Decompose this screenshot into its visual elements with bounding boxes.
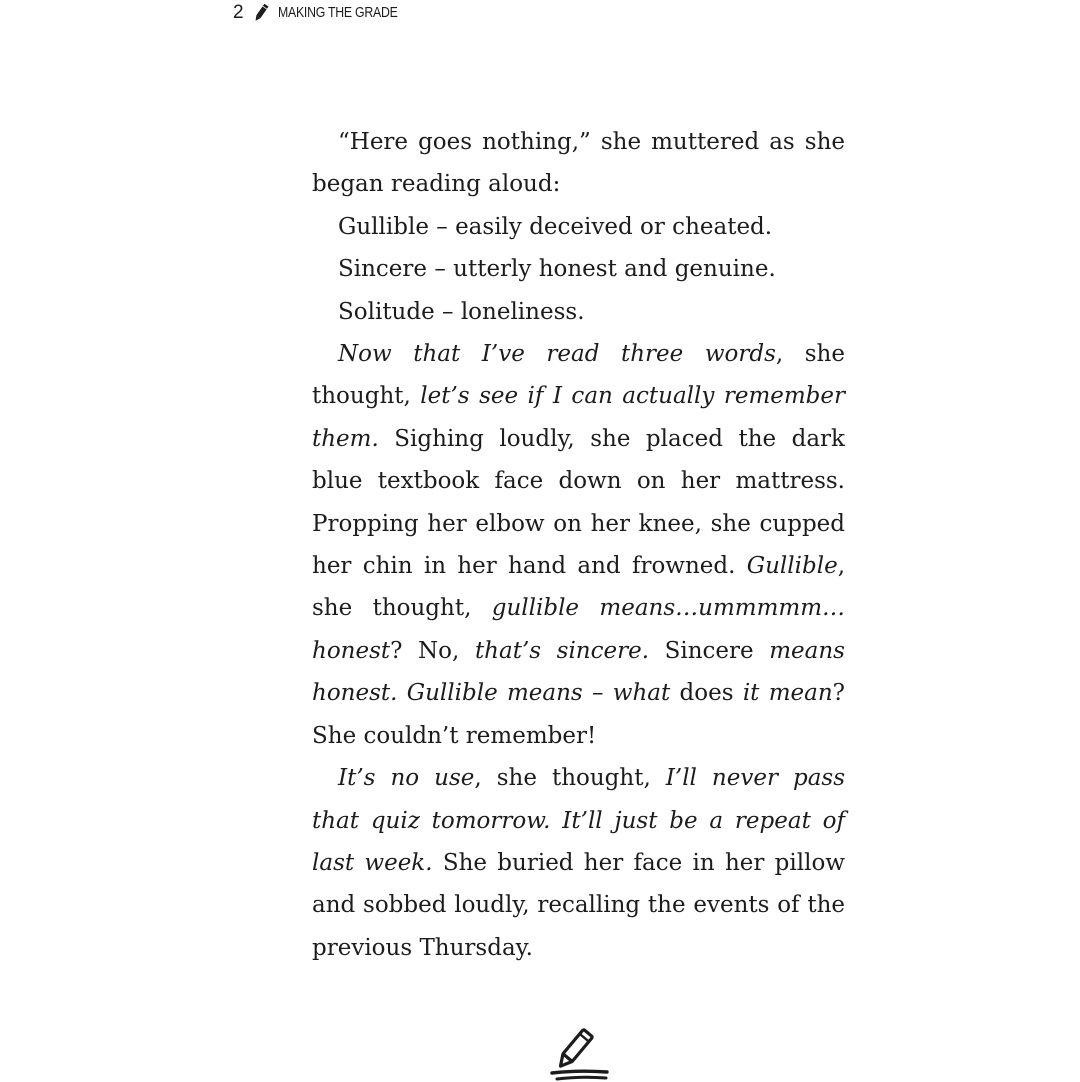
chapter-text — [312, 121, 845, 969]
paragraph-1: “Here goes nothing,” she muttered as she began reading aloud: — [312, 129, 845, 198]
paragraph-3: It’s no use, she thought, I’ll never pass that quiz tomorrow. It’ll just be a repeat of last week. She buried her face in her pillow and sobbed loudly, recalling the events of the previous Thursday. — [312, 765, 846, 961]
definition-gullible: Gullible – easily deceived or cheated. — [338, 213, 773, 240]
pencil-icon — [252, 3, 270, 23]
definition-sincere: Sincere – utterly honest and genuine. — [338, 256, 776, 283]
running-head — [233, 0, 423, 26]
definition-solitude: Solitude – loneliness. — [338, 298, 585, 325]
page-number: 2 — [233, 2, 244, 23]
pencil-writing-icon — [548, 1026, 610, 1082]
book-title: MAKING THE GRADE — [277, 4, 398, 21]
paragraph-2: Now that I’ve read three words, she thought, let’s see if I can actually remember them. Sighing loudly, she placed the dark blue textbook face down on her mattress. Propping her elbow on her knee, she cupped her chin in her hand and frowned. Gullible, she thought, gullible means…ummmmm… honest? No, that’s sincere. Sincere means honest. Gullible means – what does it mean? She couldn’t remember! — [312, 341, 846, 749]
